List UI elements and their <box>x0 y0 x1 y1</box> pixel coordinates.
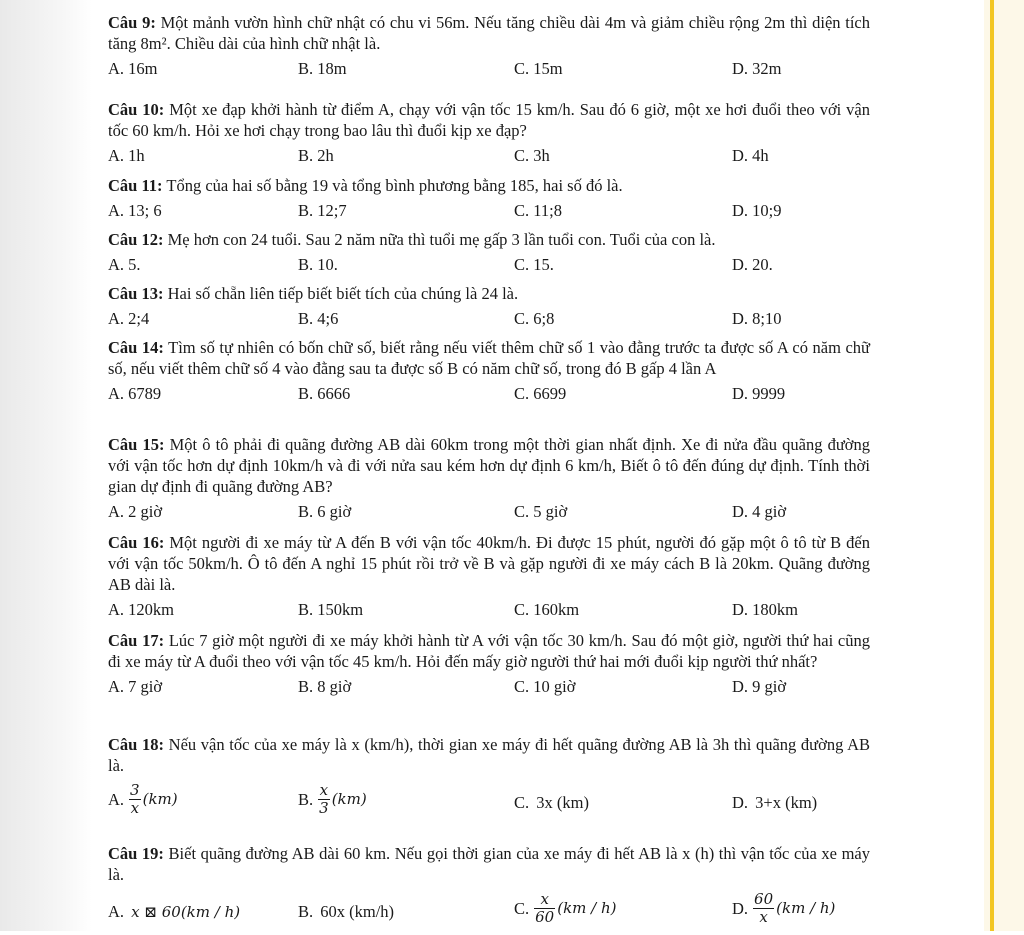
answer-d[interactable]: D. 9 giờ <box>732 677 787 696</box>
question-text <box>108 532 870 595</box>
answer-value: 60x (km/h) <box>320 902 395 921</box>
answer-d[interactable]: D. 8;10 <box>732 309 782 328</box>
question-16 <box>108 532 870 623</box>
answer-c[interactable]: C. 10 giờ <box>514 677 576 696</box>
question-11 <box>108 175 870 224</box>
answer-b[interactable]: B. 18m <box>298 59 347 78</box>
fraction-denominator: x <box>753 908 774 926</box>
answer-d[interactable]: D. 180km <box>732 600 798 619</box>
question-label: Câu 9: <box>108 13 156 32</box>
question-body: Lúc 7 giờ một người đi xe máy khởi hành từ A với vận tốc 30 km/h. Sau đó một giờ, người thứ hai cũng đi xe máy từ A đuổi theo với vận tốc 45 km/h. Hỏi đến mấy giờ người thứ hai mới đuổi kịp người thứ nhất? <box>108 631 871 671</box>
answer-row <box>108 383 870 407</box>
question-13 <box>108 283 870 332</box>
answer-unit: (km) <box>331 790 367 808</box>
answer-value: 3+x (km) <box>755 793 818 812</box>
fraction <box>753 891 774 926</box>
answer-letter: C. <box>514 793 530 812</box>
answer-unit: (km) <box>142 790 178 808</box>
answer-row <box>108 200 870 224</box>
question-text <box>108 283 870 304</box>
question-label: Câu 10: <box>108 100 165 119</box>
question-text <box>108 734 870 776</box>
answer-letter: D. <box>732 899 749 918</box>
answer-letter: A. <box>108 790 125 809</box>
question-body: Hai số chẵn liên tiếp biết biết tích của chúng là 24 là. <box>167 284 519 303</box>
question-body: Một ô tô phải đi quãng đường AB dài 60km trong một thời gian nhất định. Xe đi nửa đầu quãng đường với vận tốc hơn dự định 10km/h và đi với nửa sau kém hơn dự định 6 km/h, Biết ô tô đến đúng dự định. Tính thời gian dự định đi quãng đường AB? <box>108 435 871 496</box>
answer-d[interactable]: D. 20. <box>732 255 773 274</box>
answer-c[interactable]: C. 15m <box>514 59 563 78</box>
question-text <box>108 229 870 250</box>
answer-letter: B. <box>298 902 314 921</box>
fraction-denominator: 3 <box>319 799 329 817</box>
question-body: Nếu vận tốc của xe máy là x (km/h), thời gian xe máy đi hết quãng đường AB là 3h thì quãng đường AB là. <box>108 735 871 775</box>
page-shadow <box>0 0 92 931</box>
question-text <box>108 12 870 54</box>
answer-row <box>108 782 870 826</box>
answer-d[interactable]: D. 10;9 <box>732 201 782 220</box>
question-14 <box>108 337 870 407</box>
fraction-denominator: 60 <box>535 908 555 926</box>
answer-b[interactable]: B. 4;6 <box>298 309 339 328</box>
answer-row <box>108 501 870 525</box>
question-label: Câu 17: <box>108 631 165 650</box>
answer-b[interactable] <box>298 782 367 817</box>
answer-b[interactable]: B. 2h <box>298 146 334 165</box>
answer-c[interactable]: C. 5 giờ <box>514 502 568 521</box>
question-body: Một xe đạp khởi hành từ điểm A, chạy với vận tốc 15 km/h. Sau đó 6 giờ, một xe hơi đuổi theo với vận tốc 60 km/h. Hỏi xe hơi chạy trong bao lâu thì đuổi kịp xe đạp? <box>108 100 871 140</box>
answer-letter: B. <box>298 790 314 809</box>
fraction-numerator: 60 <box>754 890 774 908</box>
question-12 <box>108 229 870 278</box>
question-body: Một người đi xe máy từ A đến B với vận tốc 40km/h. Đi được 15 phút, người đó gặp một ô tô từ B đến với vận tốc 50km/h. Ô tô đến A nghỉ 15 phút rồi trở về B và gặp người đi xe máy cách B là 20km. Quãng đường AB dài là. <box>108 533 870 594</box>
answer-row <box>108 891 870 935</box>
answer-c[interactable]: C. 3h <box>514 146 550 165</box>
answer-row <box>108 676 870 700</box>
question-label: Câu 18: <box>108 735 164 754</box>
question-9 <box>108 12 870 82</box>
answer-row <box>108 145 870 169</box>
answer-a[interactable]: A. 13; 6 <box>108 201 162 220</box>
answer-d[interactable] <box>732 891 835 926</box>
question-10 <box>108 99 870 169</box>
answer-d[interactable] <box>732 792 817 813</box>
answer-d[interactable]: D. 32m <box>732 59 782 78</box>
question-17 <box>108 630 870 700</box>
answer-letter: A. <box>108 902 125 921</box>
fraction-numerator: 3 <box>130 781 140 799</box>
fraction <box>534 891 555 926</box>
answer-c[interactable]: C. 160km <box>514 600 580 619</box>
answer-a[interactable]: A. 2 giờ <box>108 502 163 521</box>
answer-b[interactable]: B. 150km <box>298 600 364 619</box>
question-label: Câu 11: <box>108 176 163 195</box>
answer-d[interactable]: D. 9999 <box>732 384 786 403</box>
question-label: Câu 14: <box>108 338 164 357</box>
fraction <box>318 782 330 817</box>
answer-b[interactable]: B. 6666 <box>298 384 351 403</box>
answer-c[interactable]: C. 6699 <box>514 384 567 403</box>
answer-c[interactable]: C. 11;8 <box>514 201 562 220</box>
answer-a[interactable]: A. 1h <box>108 146 145 165</box>
answer-c[interactable]: C. 15. <box>514 255 554 274</box>
question-text <box>108 630 870 672</box>
answer-b[interactable]: B. 10. <box>298 255 338 274</box>
answer-a[interactable]: A. 7 giờ <box>108 677 163 696</box>
question-text <box>108 175 870 196</box>
question-18 <box>108 734 870 826</box>
answer-value: 3x (km) <box>536 793 589 812</box>
answer-unit: (km / h) <box>557 899 617 917</box>
answer-a[interactable]: A. 16m <box>108 59 158 78</box>
question-label: Câu 13: <box>108 284 164 303</box>
question-body: Mẹ hơn con 24 tuổi. Sau 2 năm nữa thì tuổi mẹ gấp 3 lần tuổi con. Tuổi của con là. <box>167 230 716 249</box>
question-19 <box>108 843 870 935</box>
answer-a[interactable]: A. 120km <box>108 600 174 619</box>
answer-a[interactable]: A. 6789 <box>108 384 162 403</box>
question-body: Một mảnh vườn hình chữ nhật có chu vi 56m. Nếu tăng chiều dài 4m và giảm chiều rộng 2m thì diện tích tăng 8m². Chiều dài của hình chữ nhật là. <box>108 13 871 53</box>
answer-row <box>108 308 870 332</box>
question-body: Tìm số tự nhiên có bốn chữ số, biết rằng nếu viết thêm chữ số 1 vào đằng trước ta được số A có năm chữ số, nếu viết thêm chữ số 4 vào đằng sau ta được số B có năm chữ số, trong đó B gấp 4 lần A <box>108 338 870 378</box>
question-15 <box>108 434 870 525</box>
answer-b[interactable] <box>298 901 394 922</box>
answer-a[interactable]: A. 2;4 <box>108 309 150 328</box>
answer-row <box>108 254 870 278</box>
fraction <box>129 782 141 817</box>
margin-line <box>990 0 994 931</box>
question-text <box>108 434 870 497</box>
question-text <box>108 99 870 141</box>
answer-c[interactable] <box>514 792 589 813</box>
answer-unit: (km / h) <box>776 899 836 917</box>
answer-b[interactable]: B. 8 giờ <box>298 677 352 696</box>
question-label: Câu 15: <box>108 435 165 454</box>
question-text <box>108 337 870 379</box>
question-text <box>108 843 870 885</box>
answer-row <box>108 58 870 82</box>
question-body: Biết quãng đường AB dài 60 km. Nếu gọi thời gian của xe máy đi hết AB là x (h) thì vận tốc của xe máy là. <box>108 844 870 884</box>
answer-d[interactable]: D. 4h <box>732 146 769 165</box>
question-body: Tổng của hai số bằng 19 và tổng bình phương bằng 185, hai số đó là. <box>166 176 623 195</box>
fraction-numerator: x <box>540 890 549 908</box>
answer-a[interactable] <box>108 782 178 817</box>
answer-row <box>108 599 870 623</box>
answer-c[interactable] <box>514 891 617 926</box>
answer-d[interactable]: D. 4 giờ <box>732 502 787 521</box>
answer-b[interactable]: B. 12;7 <box>298 201 347 220</box>
fraction-denominator: x <box>130 799 140 817</box>
answer-a[interactable] <box>108 901 240 923</box>
question-label: Câu 12: <box>108 230 164 249</box>
fraction-numerator: x <box>319 781 329 799</box>
answer-letter: D. <box>732 793 749 812</box>
answer-b[interactable]: B. 6 giờ <box>298 502 352 521</box>
question-label: Câu 16: <box>108 533 165 552</box>
answer-a[interactable]: A. 5. <box>108 255 141 274</box>
answer-letter: C. <box>514 899 530 918</box>
worksheet-page <box>108 0 870 931</box>
question-label: Câu 19: <box>108 844 164 863</box>
answer-value: x ⊠ 60(km / h) <box>131 903 241 921</box>
answer-c[interactable]: C. 6;8 <box>514 309 555 328</box>
